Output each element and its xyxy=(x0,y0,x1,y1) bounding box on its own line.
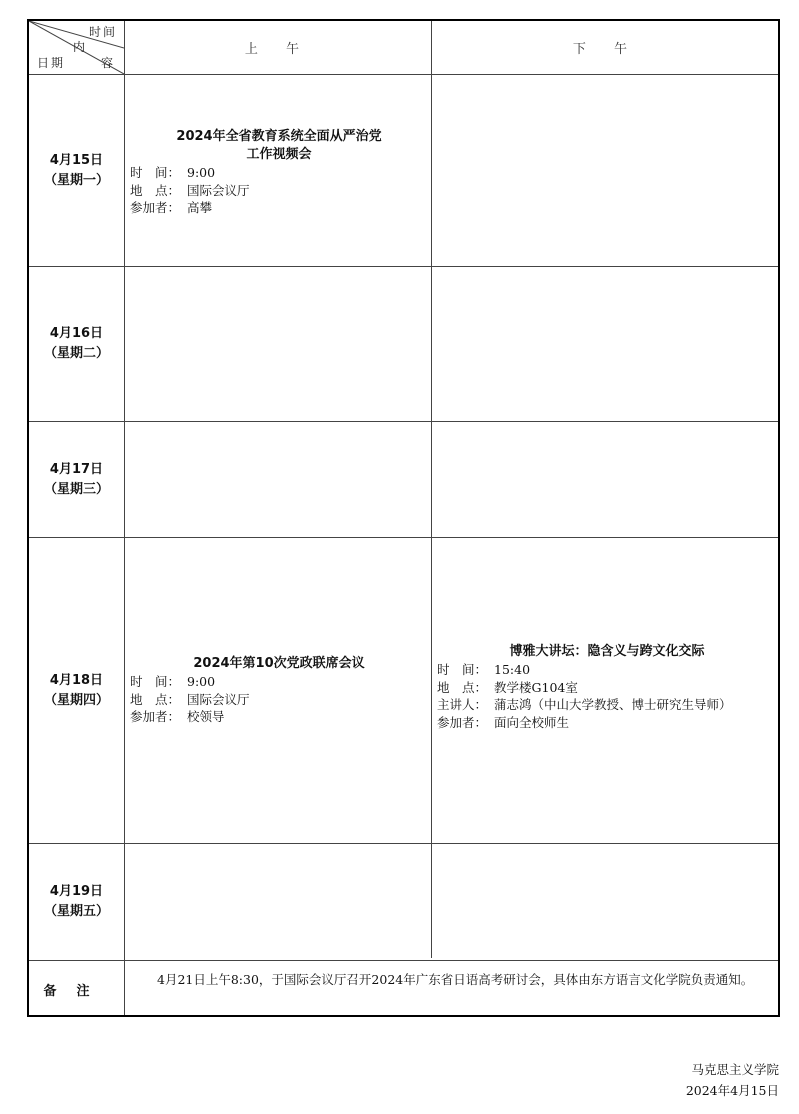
event-detail-row xyxy=(437,696,777,714)
event-place-label: 地 点： xyxy=(130,182,181,198)
event-title: 2024年全省教育系统全面从严治党 xyxy=(176,129,382,144)
event-place-label: 地 点： xyxy=(130,691,181,707)
notes-label: 备注 xyxy=(43,983,110,999)
event-time-value: 9:00 xyxy=(187,165,216,180)
event-attendee-value: 面向全校师生 xyxy=(494,714,570,730)
diag-content-top-label: 内 xyxy=(73,40,88,54)
notes-text: 4月21日上午8:30，于国际会议厅召开2024年广东省日语高考研讨会，具体由东方语言文化学院负责通知。 xyxy=(157,972,754,987)
event-place-value: 国际会议厅 xyxy=(187,182,250,198)
event-detail-row xyxy=(130,691,428,709)
event-time-label: 时 间： xyxy=(130,165,181,180)
footer-org: 马克思主义学院 xyxy=(691,1062,779,1077)
diag-content-bottom-label: 容 xyxy=(101,56,116,70)
event-detail-row xyxy=(130,673,428,691)
row-divider xyxy=(29,421,778,422)
event-detail-row xyxy=(437,661,777,679)
event-attendee-label: 参加者： xyxy=(437,714,488,730)
weekday-label: （星期四） xyxy=(43,692,109,708)
event-detail-row xyxy=(130,199,428,217)
event-title: 2024年第10次党政联席会议 xyxy=(193,656,365,671)
col-divider-ampm xyxy=(431,21,432,958)
event-detail-row xyxy=(130,708,428,726)
event-thu-morning xyxy=(130,655,428,726)
morning-header: 上 午 xyxy=(244,42,312,57)
event-detail-row xyxy=(437,714,777,732)
date-label: 4月16日 xyxy=(49,326,104,341)
event-attendee-value: 高攀 xyxy=(187,200,213,215)
schedule-table xyxy=(27,19,780,1017)
event-thu-afternoon xyxy=(437,643,777,731)
event-title: 博雅大讲坛：隐含义与跨文化交际 xyxy=(509,644,705,659)
weekday-label: （星期二） xyxy=(43,346,109,361)
row-divider xyxy=(29,74,778,75)
col-divider-date xyxy=(124,21,125,1015)
afternoon-header: 下 午 xyxy=(572,42,640,57)
event-speaker-label: 主讲人： xyxy=(437,697,488,712)
event-attendee-label: 参加者： xyxy=(130,709,181,724)
event-attendee-value: 校领导 xyxy=(187,709,225,724)
date-cell-mon xyxy=(29,75,124,266)
event-time-value: 9:00 xyxy=(187,674,216,689)
weekday-label: （星期一） xyxy=(43,172,109,188)
event-time-label: 时 间： xyxy=(130,674,181,689)
date-cell-fri xyxy=(29,844,124,960)
event-detail-row xyxy=(130,164,428,182)
date-cell-wed xyxy=(29,422,124,537)
event-time-label: 时 间： xyxy=(437,662,488,677)
event-place-label: 地 点： xyxy=(437,679,488,695)
date-cell-thu xyxy=(29,538,124,843)
row-divider xyxy=(29,843,778,844)
date-label: 4月18日 xyxy=(49,672,104,688)
weekday-label: （星期三） xyxy=(43,481,109,497)
row-divider xyxy=(29,266,778,267)
date-label: 4月19日 xyxy=(49,884,104,899)
weekday-label: （星期五） xyxy=(43,904,109,919)
event-mon-morning xyxy=(130,128,428,217)
diag-date-label: 日期 xyxy=(37,56,66,70)
date-label: 4月15日 xyxy=(49,152,104,168)
event-time-value: 15:40 xyxy=(494,662,531,677)
date-cell-tue xyxy=(29,267,124,421)
footer-date: 2024年4月15日 xyxy=(685,1083,779,1098)
row-divider xyxy=(29,960,778,961)
event-detail-row xyxy=(437,679,777,697)
date-label: 4月17日 xyxy=(49,461,104,477)
event-title-line2: 工作视频会 xyxy=(246,147,312,162)
event-place-value: 国际会议厅 xyxy=(187,691,250,707)
diag-time-label: 时间 xyxy=(89,25,118,39)
event-detail-row xyxy=(130,182,428,200)
event-speaker-value: 蒲志鸿（中山大学教授、博士研究生导师） xyxy=(494,697,732,712)
row-divider xyxy=(29,537,778,538)
event-place-value: 教学楼G104室 xyxy=(494,679,578,695)
event-attendee-label: 参加者： xyxy=(130,200,181,215)
